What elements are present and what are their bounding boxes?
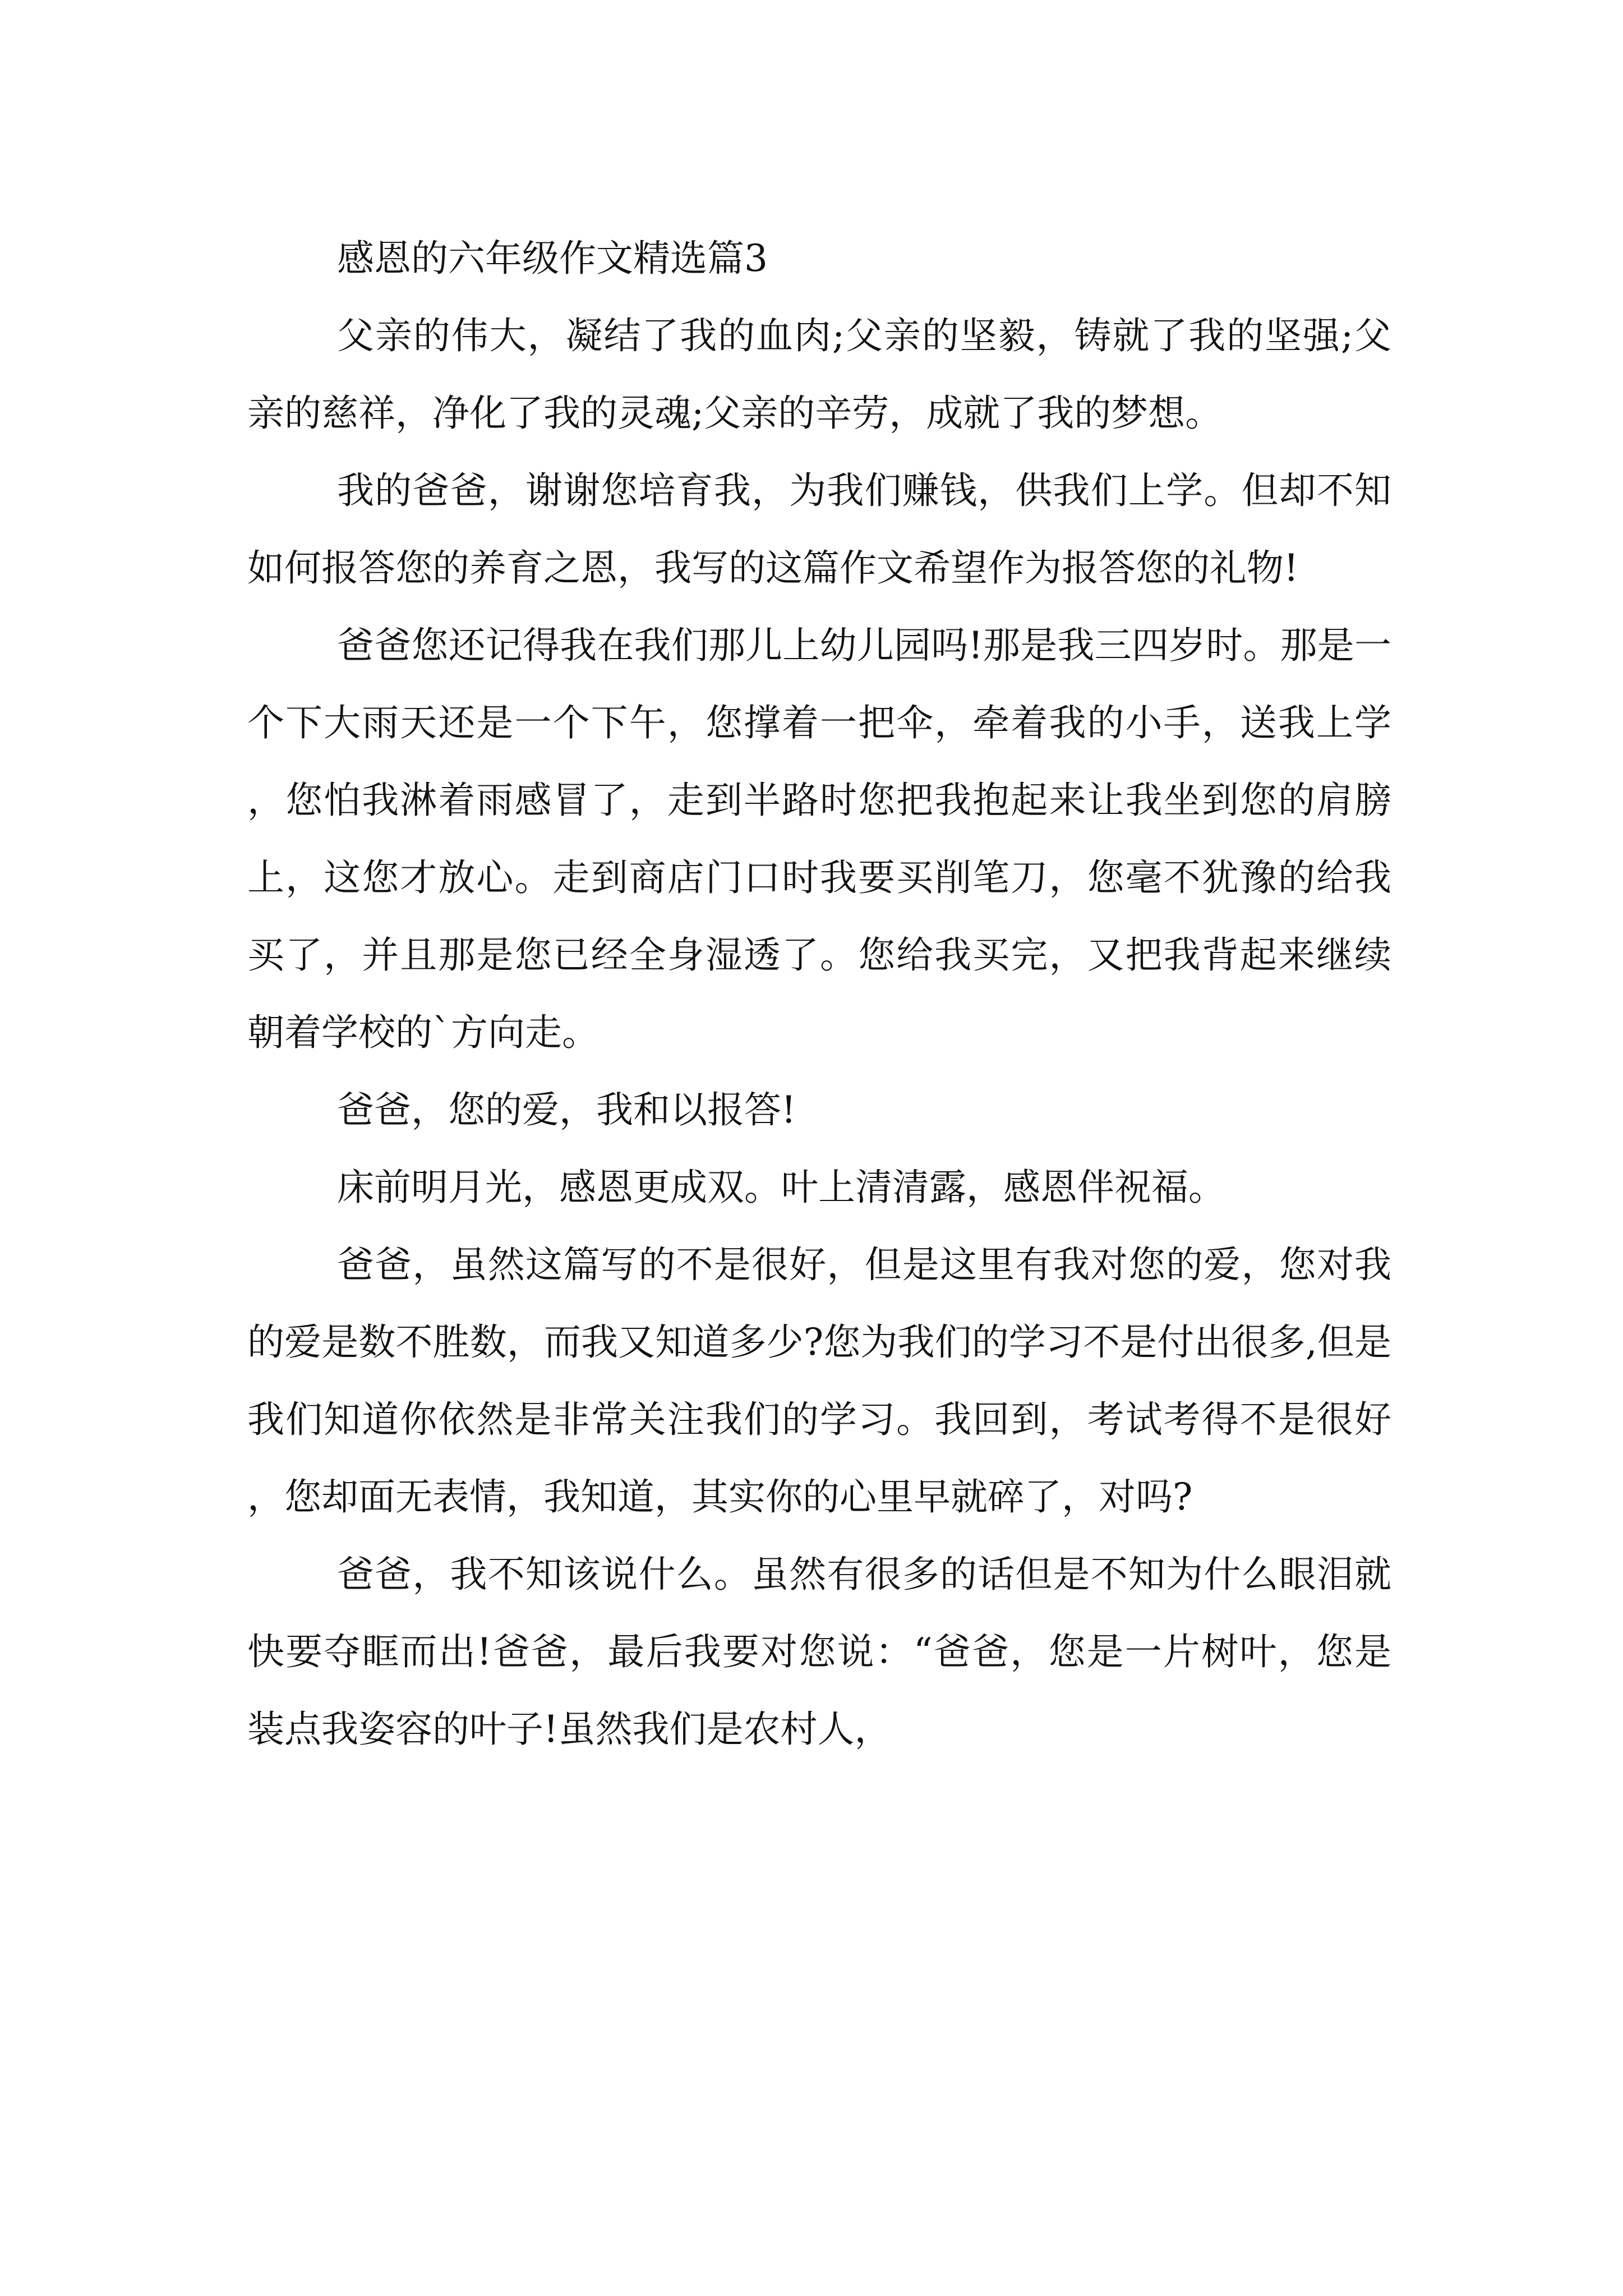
paragraph-2: 我的爸爸，谢谢您培育我，为我们赚钱，供我们上学。但却不知如何报答您的养育之恩，我写的这篇作文希望作为报答您的礼物! xyxy=(247,469,1391,590)
document-title: 感恩的六年级作文精选篇3 xyxy=(337,237,768,280)
paragraph-7: 爸爸，我不知该说什么。虽然有很多的话但是不知为什么眼泪就快要夺眶而出!爸爸，最后我要对您说：“爸爸，您是一片树叶，您是装点我姿容的叶子!虽然我们是农村人， xyxy=(247,1553,1391,1751)
paragraph-1: 父亲的伟大，凝结了我的血肉;父亲的坚毅，铸就了我的坚强;父亲的慈祥，净化了我的灵魂;父亲的辛劳，成就了我的梦想。 xyxy=(247,314,1391,435)
paragraph-6: 爸爸，虽然这篇写的不是很好，但是这里有我对您的爱，您对我的爱是数不胜数，而我又知道多少?您为我们的学习不是付出很多,但是我们知道你依然是非常关注我们的学习。我回到，考试考得不是很好，您却面无表情，我知道，其实你的心里早就碎了，对吗? xyxy=(247,1243,1391,1519)
paragraph-4: 爸爸，您的爱，我和以报答! xyxy=(337,1088,796,1131)
document-body xyxy=(247,220,1391,1768)
paragraph-5: 床前明月光，感恩更成双。叶上清清露，感恩伴祝福。 xyxy=(337,1166,1225,1209)
paragraph-3: 爸爸您还记得我在我们那儿上幼儿园吗!那是我三四岁时。那是一个下大雨天还是一个下午，您撑着一把伞，牵着我的小手，送我上学，您怕我淋着雨感冒了，走到半路时您把我抱起来让我坐到您的肩膀上，这您才放心。走到商店门口时我要买削笔刀，您毫不犹豫的给我买了，并且那是您已经全身湿透了。您给我买完，又把我背起来继续朝着学校的`方向走。 xyxy=(247,624,1391,1054)
